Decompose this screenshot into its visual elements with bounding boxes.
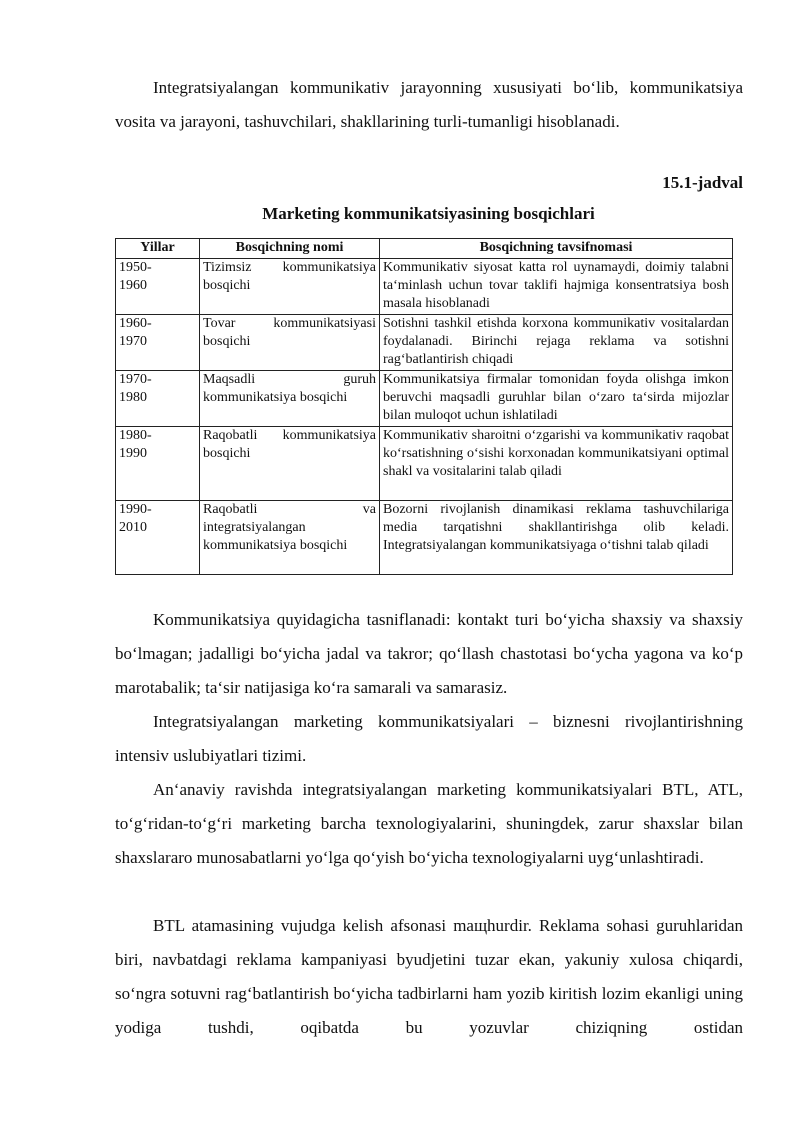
stages-table <box>115 238 733 575</box>
body-paragraph: BTL atamasining vujudga kelish afsonasi maщhurdir. Reklama sohasi guruhlaridan biri, navbatdagi reklama kampaniyasi byudjetini tuzar ekan, yakuniy xulosa chiqardi, so‘ngra sotuvni rag‘batlantirish bo‘yicha tadbirlarni ham yozib kiritish lozim ekanligi uning yodiga tushdi, oqibatda bu yozuvlar chiziqning ostidan <box>115 916 743 1037</box>
cell-years: 1990- 2010 <box>116 501 200 575</box>
cell-stage-description: Kommunikativ sharoitni o‘zgarishi va kommunikativ raqobat ko‘rsatishning o‘sishi korxonadan kommunikatsiyani optimal shakl va vositalarini talab qiladi <box>380 427 733 501</box>
cell-stage-name: Tovar kommunikatsiyasi bosqichi <box>200 315 380 371</box>
table-row <box>116 501 733 575</box>
table-title: Marketing kommunikatsiyasining bosqichlari <box>262 204 595 223</box>
header-stage-description: Bosqichning tavsifnomasi <box>380 239 733 259</box>
body-paragraph: Integratsiyalangan marketing kommunikatsiyalari – biznesni rivojlantirishning intensiv uslubiyatlari tizimi. <box>115 712 743 765</box>
cell-years: 1960- 1970 <box>116 315 200 371</box>
table-row <box>116 315 733 371</box>
table-header-row <box>116 239 733 259</box>
table-row <box>116 371 733 427</box>
cell-stage-name: Maqsadli guruh kommunikatsiya bosqichi <box>200 371 380 427</box>
intro-paragraph: Integratsiyalangan kommunikativ jarayonning xususiyati bo‘lib, kommunikatsiya vosita va jarayoni, tashuvchilari, shakllarining turli-tumanligi hisoblanadi. <box>115 78 743 131</box>
cell-stage-name: Raqobatli kommunikatsiya bosqichi <box>200 427 380 501</box>
cell-stage-description: Bozorni rivojlanish dinamikasi reklama tashuvchilariga media tarqatishni shakllantirishga olib keladi. Integratsiyalangan kommunikatsiyaga o‘tishni talab qiladi <box>380 501 733 575</box>
cell-years: 1950- 1960 <box>116 259 200 315</box>
header-stage-name: Bosqichning nomi <box>200 239 380 259</box>
header-years: Yillar <box>116 239 200 259</box>
table-number: 15.1-jadval <box>662 173 743 192</box>
table-row <box>116 259 733 315</box>
cell-years: 1970- 1980 <box>116 371 200 427</box>
cell-years: 1980- 1990 <box>116 427 200 501</box>
body-paragraph: An‘anaviy ravishda integratsiyalangan marketing kommunikatsiyalari BTL, ATL, to‘g‘ridan-to‘g‘ri marketing barcha texnologiyalarini, shuningdek, zarur shaxslar bilan shaxslararo munosabatlarni yo‘lga qo‘yish bo‘yicha texnologiyalarni uyg‘unlashtiradi. <box>115 780 743 867</box>
cell-stage-description: Sotishni tashkil etishda korxona kommunikativ vositalardan foydalanadi. Birinchi rejaga reklama va sotishni rag‘batlantirish chiqadi <box>380 315 733 371</box>
cell-stage-description: Kommunikativ siyosat katta rol uynamaydi, doimiy talabni ta‘minlash uchun tovar taklifi hajmiga konsentratsiya bosh masala hisoblanadi <box>380 259 733 315</box>
cell-stage-description: Kommunikatsiya firmalar tomonidan foyda olishga imkon beruvchi maqsadli guruhlar bilan o‘zaro ta‘sirda mijozlar bilan muloqot uchun ishlatiladi <box>380 371 733 427</box>
cell-stage-name: Raqobatli va integratsiyalangan kommunikatsiya bosqichi <box>200 501 380 575</box>
table-row <box>116 427 733 501</box>
cell-stage-name: Tizimsiz kommunikatsiya bosqichi <box>200 259 380 315</box>
body-paragraph: Kommunikatsiya quyidagicha tasniflanadi: kontakt turi bo‘yicha shaxsiy va shaxsiy bo‘lmagan; jadalligi bo‘yicha jadal va takror; qo‘llash chastotasi bo‘ycha yagona va ko‘p marotabalik; ta‘sir natijasiga ko‘ra samarali va samarasiz. <box>115 610 743 697</box>
